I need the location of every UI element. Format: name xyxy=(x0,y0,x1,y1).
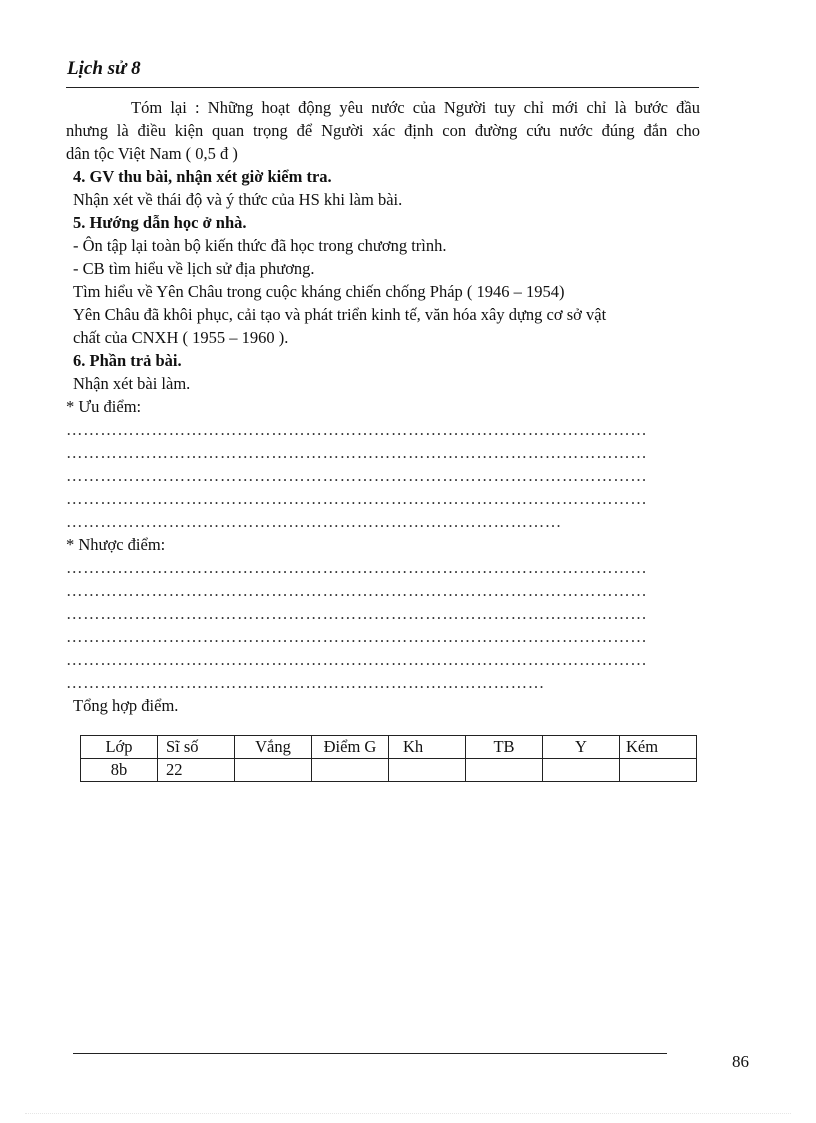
table-cell xyxy=(389,759,466,782)
review-label: Nhận xét bài làm. xyxy=(73,374,191,393)
weaknesses-dotted-line: ………………………………………………………………………………………… xyxy=(66,604,648,623)
section-4-heading: 4. GV thu bài, nhận xét giờ kiểm tra. xyxy=(73,167,332,186)
table-cell xyxy=(620,759,697,782)
section-5-heading: 5. Hướng dẫn học ở nhà. xyxy=(73,213,247,232)
header-divider xyxy=(66,87,699,88)
homework-item-1: - Ôn tập lại toàn bộ kiến thức đã học trong chương trình. xyxy=(73,236,447,255)
weaknesses-dotted-line: ………………………………………………………………………………………… xyxy=(66,558,648,577)
weaknesses-dotted-line: ………………………………………………………………………………………… xyxy=(66,650,648,669)
table-cell xyxy=(466,759,543,782)
homework-item-5: chất của CNXH ( 1955 – 1960 ). xyxy=(73,328,289,347)
strengths-label: * Ưu điểm: xyxy=(66,397,142,416)
table-header-cell: Kém xyxy=(620,736,697,759)
weaknesses-dotted-line: ………………………………………………………………………………………… xyxy=(66,627,648,646)
table-cell xyxy=(235,759,312,782)
table-header-cell: Lớp xyxy=(81,736,158,759)
table-header-row xyxy=(81,736,697,759)
weaknesses-dotted-line: ………………………………………………………………………… xyxy=(66,673,545,692)
table-cell: 22 xyxy=(158,759,235,782)
summary-line-1: Tóm lại : Những hoạt động yêu nước của Người tuy chỉ mới chỉ là bước đầu xyxy=(131,98,700,117)
table-header-cell: Điểm G xyxy=(312,736,389,759)
section-6-heading: 6. Phần trả bài. xyxy=(73,351,182,370)
section-4-text: Nhận xét về thái độ và ý thức của HS khi làm bài. xyxy=(73,190,403,209)
strengths-dotted-line: ………………………………………………………………………………………… xyxy=(66,466,648,485)
table-header-cell: Sĩ số xyxy=(158,736,235,759)
homework-item-4: Yên Châu đã khôi phục, cải tạo và phát triển kinh tế, văn hóa xây dựng cơ sở vật xyxy=(73,305,607,324)
weaknesses-label: * Nhược điểm: xyxy=(66,535,166,554)
summary-line-3: dân tộc Việt Nam ( 0,5 đ ) xyxy=(66,144,238,163)
table-header-cell: Vắng xyxy=(235,736,312,759)
strengths-dotted-line: ………………………………………………………………………………………… xyxy=(66,443,648,462)
page-number: 86 xyxy=(732,1052,749,1071)
strengths-dotted-line: …………………………………………………………………………… xyxy=(66,512,562,531)
table-cell xyxy=(543,759,620,782)
weaknesses-dotted-line: ………………………………………………………………………………………… xyxy=(66,581,648,600)
table-header-cell: Kh xyxy=(389,736,466,759)
strengths-dotted-line: ………………………………………………………………………………………… xyxy=(66,420,648,439)
homework-item-3: Tìm hiểu về Yên Châu trong cuộc kháng chiến chống Pháp ( 1946 – 1954) xyxy=(73,282,565,301)
table-cell: 8b xyxy=(81,759,158,782)
strengths-dotted-line: ………………………………………………………………………………………… xyxy=(66,489,648,508)
score-summary-table xyxy=(80,735,697,782)
footer-divider xyxy=(73,1053,667,1054)
table-header-cell: Y xyxy=(543,736,620,759)
page-bottom-edge xyxy=(25,1113,791,1114)
table-cell xyxy=(312,759,389,782)
table-header-cell: TB xyxy=(466,736,543,759)
page-header-title: Lịch sử 8 xyxy=(67,58,141,79)
table-row xyxy=(81,759,697,782)
document-body xyxy=(66,96,716,717)
score-summary-label: Tổng hợp điểm. xyxy=(73,696,179,715)
homework-item-2: - CB tìm hiểu về lịch sử địa phương. xyxy=(73,259,315,278)
summary-line-2: nhưng là điều kiện quan trọng để Người xác định con đường cứu nước đúng đắn cho xyxy=(66,121,700,140)
